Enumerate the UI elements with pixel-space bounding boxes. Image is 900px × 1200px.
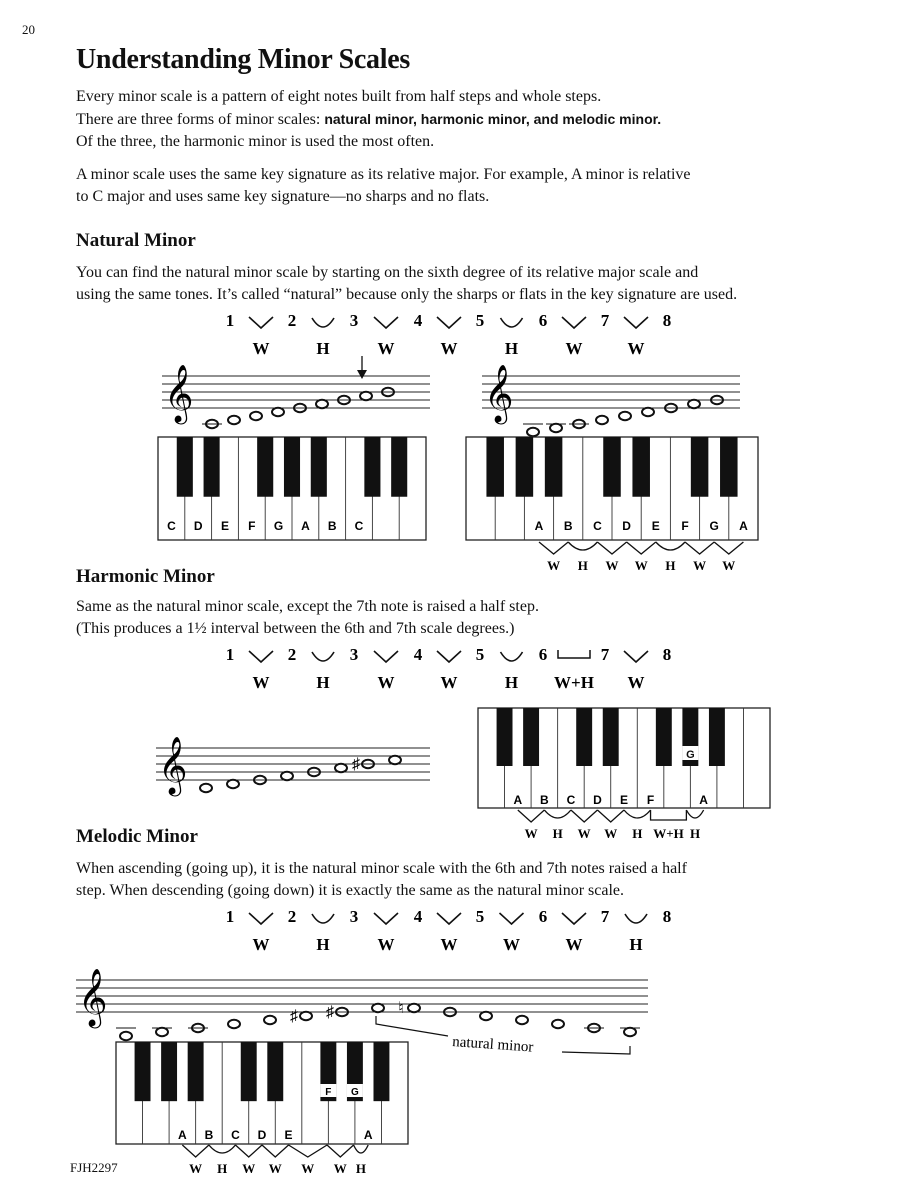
half-step-mark: [312, 652, 334, 661]
natural-line-1: You can find the natural minor scale by starting on the sixth degree of its relative major scale and: [76, 264, 699, 281]
key-label: E: [619, 793, 629, 807]
whole-step-mark: [685, 542, 714, 554]
augmented-step-mark: [651, 810, 687, 820]
step-label: W: [377, 339, 395, 358]
whole-step-mark: [518, 810, 545, 822]
natural-right-staff: [482, 365, 740, 436]
key-step-label: W: [693, 558, 707, 573]
step-label: W: [252, 673, 270, 692]
scale-degree-1: 1: [225, 311, 235, 330]
key-step-label: W+H: [653, 826, 684, 841]
relative-line-2: to C major and uses same key signature—no sharps and no flats.: [76, 188, 490, 205]
black-key: [177, 437, 193, 497]
scale-degree-8: 8: [662, 645, 672, 664]
scale-degree-7: 7: [600, 311, 610, 330]
step-label: W: [503, 935, 520, 954]
melodic-key-steps: [182, 1145, 368, 1176]
intro-line-1: Every minor scale is a pattern of eight notes built from half steps and whole steps.: [76, 88, 602, 105]
whole-step-mark: [627, 542, 656, 554]
treble-clef-icon: 𝄞: [484, 365, 514, 421]
key-label: B: [540, 793, 549, 807]
whole-note: [550, 424, 562, 432]
whole-note: [250, 412, 262, 420]
key-label: E: [220, 519, 230, 533]
step-label: W: [565, 339, 583, 358]
whole-note: [372, 1004, 384, 1012]
black-key: [257, 437, 273, 497]
step-label: H: [504, 673, 519, 692]
key-label: A: [301, 519, 310, 533]
scale-degree-3: 3: [349, 645, 359, 664]
key-step-label: W: [547, 558, 561, 573]
treble-clef-icon: 𝄞: [164, 365, 194, 421]
melodic-line-2: step. When descending (going down) it is exactly the same as the natural minor scale.: [76, 882, 624, 899]
harmonic-line-1: Same as the natural minor scale, except the 7th note is raised a half step.: [76, 598, 539, 615]
whole-step-mark: [235, 1145, 262, 1157]
whole-step-mark: [562, 317, 586, 328]
key-step-label: W: [604, 826, 618, 841]
half-step-mark: [501, 652, 523, 661]
scale-degree-8: 8: [662, 907, 672, 926]
key-label: G: [709, 519, 719, 533]
key-label: D: [593, 793, 602, 807]
black-key: [523, 708, 539, 766]
harmonic-staff: [156, 737, 430, 797]
step-label: W: [440, 339, 458, 358]
natural-minor-heading: Natural Minor: [76, 230, 196, 251]
whole-note: [619, 412, 631, 420]
step-label: W+H: [554, 673, 594, 692]
intro-line-2-text: There are three forms of minor scales:: [76, 111, 325, 128]
step-label: W: [627, 339, 645, 358]
whole-note: [389, 756, 401, 764]
whole-step-mark: [597, 810, 624, 822]
step-label: W: [377, 935, 395, 954]
footer-code: FJH2297: [70, 1160, 118, 1175]
key-label: A: [739, 519, 748, 533]
step-label: H: [316, 673, 330, 692]
key-label: D: [193, 519, 203, 533]
natural-left-staff: [162, 365, 430, 428]
scale-degree-4: 4: [413, 311, 423, 330]
black-key: [497, 708, 513, 766]
half-step-mark: [656, 542, 685, 550]
step-label: W: [377, 673, 395, 692]
scale-degree-7: 7: [600, 907, 610, 926]
treble-clef-icon: 𝄞: [78, 969, 108, 1025]
scale-degree-1: 1: [225, 907, 235, 926]
half-step-mark: [625, 914, 647, 923]
key-label: A: [363, 1128, 373, 1142]
scale-degree-4: 4: [413, 645, 423, 664]
key-label: C: [167, 519, 176, 533]
treble-clef-icon: 𝄞: [158, 737, 188, 793]
key-step-label: W: [242, 1161, 256, 1176]
key-label: F: [681, 519, 689, 533]
scale-degree-2: 2: [287, 311, 297, 330]
step-label: H: [316, 935, 330, 954]
whole-note: [228, 1020, 240, 1028]
key-step-label: W: [605, 558, 619, 573]
relative-line-1: A minor scale uses the same key signature as its relative major. For example, A minor is relative: [76, 166, 691, 183]
scale-degree-6: 6: [538, 907, 548, 926]
step-label: W: [252, 339, 270, 358]
key-step-label: H: [689, 826, 701, 841]
scale-degree-5: 5: [475, 311, 485, 330]
key-step-label: W: [333, 1161, 347, 1176]
whole-step-mark: [500, 913, 524, 924]
whole-step-mark: [249, 317, 273, 328]
key-label: B: [327, 519, 337, 533]
half-step-mark: [312, 318, 334, 327]
scale-degree-8: 8: [662, 311, 672, 330]
natural-right-keyboard: [466, 437, 758, 540]
natural-line-2: using the same tones. It’s called “natural” because only the sharps or flats in the key signature are used.: [76, 286, 738, 303]
arrow-down-icon: [357, 370, 367, 379]
black-key: [284, 437, 300, 497]
raised-key-label: F: [325, 1087, 332, 1098]
key-label: A: [178, 1128, 187, 1142]
whole-note: [360, 392, 372, 400]
black-key: [364, 437, 380, 497]
key-label: E: [651, 519, 660, 533]
black-key: [516, 437, 534, 497]
whole-note: [227, 780, 239, 788]
black-key: [691, 437, 709, 497]
scale-degree-2: 2: [287, 907, 297, 926]
whole-note: [156, 1028, 168, 1036]
black-key: [709, 708, 725, 766]
key-step-label: H: [665, 558, 676, 573]
scale-degree-5: 5: [475, 907, 485, 926]
natural-left-keyboard: [158, 437, 426, 540]
whole-step-mark: [437, 651, 461, 662]
melodic-degree-row: [226, 907, 672, 954]
key-step-label: H: [577, 558, 588, 573]
sharp-icon: ♯: [326, 1004, 334, 1021]
key-step-label: H: [355, 1161, 366, 1176]
black-key: [188, 1042, 204, 1101]
whole-note: [300, 1012, 312, 1020]
black-key: [603, 437, 621, 497]
half-step-mark: [209, 1145, 236, 1153]
natural-degree-row: [226, 311, 672, 358]
whole-note: [688, 400, 700, 408]
whole-note: [552, 1020, 564, 1028]
whole-note: [228, 416, 240, 424]
step-label: W: [440, 673, 458, 692]
scale-degree-3: 3: [349, 311, 359, 330]
whole-note: [596, 416, 608, 424]
whole-step-mark: [249, 651, 273, 662]
whole-step-mark: [182, 1145, 209, 1157]
step-label: H: [629, 935, 643, 954]
step-label: W: [565, 935, 583, 954]
whole-step-mark: [249, 913, 273, 924]
melodic-staff: [76, 969, 648, 1040]
black-key: [204, 437, 220, 497]
raised-key-label: G: [686, 749, 695, 761]
half-step-mark: [354, 1145, 369, 1153]
key-label: G: [273, 519, 284, 533]
half-step-mark: [544, 810, 571, 818]
black-key: [603, 708, 619, 766]
scale-degree-2: 2: [287, 645, 297, 664]
scale-degree-5: 5: [475, 645, 485, 664]
minor-forms-list: natural minor, harmonic minor, and melodic minor.: [324, 111, 662, 127]
sharp-icon: ♯: [352, 756, 360, 773]
whole-step-mark: [374, 913, 398, 924]
half-step-mark: [568, 542, 597, 550]
key-step-label: W: [722, 558, 736, 573]
black-key: [632, 437, 650, 497]
black-key: [486, 437, 504, 497]
half-step-mark: [312, 914, 334, 923]
black-key: [161, 1042, 177, 1101]
key-label: A: [534, 519, 544, 533]
black-key: [241, 1042, 257, 1101]
key-step-label: H: [632, 826, 643, 841]
black-key: [311, 437, 327, 497]
harmonic-line-2: (This produces a 1½ interval between the 6th and 7th scale degrees.): [76, 620, 515, 637]
whole-step-mark: [539, 542, 568, 554]
natural-key-steps: [539, 542, 743, 573]
whole-step-mark: [262, 1145, 289, 1157]
whole-step-mark: [374, 651, 398, 662]
scale-degree-4: 4: [413, 907, 423, 926]
key-label: B: [204, 1128, 214, 1142]
whole-note: [272, 408, 284, 416]
scale-degree-6: 6: [538, 645, 548, 664]
natural-minor-bracket-right: [562, 1046, 630, 1054]
whole-step-mark: [437, 317, 461, 328]
harmonic-key-steps: [518, 810, 704, 841]
whole-note: [281, 772, 293, 780]
whole-note: [527, 428, 539, 436]
natural-icon: ♮: [398, 1000, 404, 1017]
key-label: B: [563, 519, 573, 533]
black-key: [135, 1042, 151, 1101]
key-step-label: W: [189, 1161, 203, 1176]
key-step-label: W: [301, 1161, 315, 1176]
whole-step-mark: [714, 542, 743, 554]
key-label: D: [257, 1128, 267, 1142]
half-step-mark: [501, 318, 523, 327]
black-key: [267, 1042, 283, 1101]
key-step-label: W: [268, 1161, 282, 1176]
key-step-label: H: [217, 1161, 228, 1176]
key-label: C: [593, 519, 602, 533]
key-label: D: [622, 519, 631, 533]
step-label: H: [316, 339, 330, 358]
key-label: A: [699, 793, 708, 807]
melodic-line-1: When ascending (going up), it is the natural minor scale with the 6th and 7th notes raised a half: [76, 860, 687, 877]
key-label: F: [646, 793, 655, 807]
raised-key-label: G: [351, 1087, 359, 1098]
whole-note: [624, 1028, 636, 1036]
whole-note: [316, 400, 328, 408]
step-label: W: [252, 935, 270, 954]
natural-minor-label: natural minor: [451, 1034, 534, 1056]
sharp-icon: ♯: [290, 1008, 298, 1025]
black-key: [656, 708, 672, 766]
half-step-mark: [686, 810, 703, 818]
key-label: E: [284, 1128, 293, 1142]
whole-step-mark: [289, 1145, 327, 1157]
key-step-label: H: [552, 826, 563, 841]
melodic-minor-heading: Melodic Minor: [76, 826, 198, 847]
harmonic-degree-row: [226, 645, 672, 692]
black-key: [720, 437, 738, 497]
black-key: [373, 1042, 389, 1101]
scale-degree-7: 7: [600, 645, 610, 664]
whole-step-mark: [571, 810, 598, 822]
whole-note: [516, 1016, 528, 1024]
key-step-label: W: [524, 826, 538, 841]
whole-note: [120, 1032, 132, 1040]
key-label: C: [354, 519, 364, 533]
black-key: [391, 437, 407, 497]
key-label: A: [513, 793, 523, 807]
whole-note: [264, 1016, 276, 1024]
scale-degree-1: 1: [225, 645, 235, 664]
whole-note: [408, 1004, 420, 1012]
page-number: 20: [22, 22, 35, 37]
half-step-mark: [624, 810, 651, 818]
whole-step-mark: [624, 317, 648, 328]
whole-step-mark: [374, 317, 398, 328]
augmented-step-mark: [558, 650, 590, 658]
whole-note: [335, 764, 347, 772]
whole-note: [200, 784, 212, 792]
harmonic-minor-heading: Harmonic Minor: [76, 566, 215, 587]
scale-degree-6: 6: [538, 311, 548, 330]
key-label: F: [248, 519, 256, 533]
whole-step-mark: [562, 913, 586, 924]
intro-line-3: Of the three, the harmonic minor is used the most often.: [76, 133, 435, 150]
whole-note: [642, 408, 654, 416]
natural-minor-bracket-left: [376, 1016, 448, 1036]
whole-step-mark: [437, 913, 461, 924]
whole-step-mark: [327, 1145, 354, 1157]
whole-step-mark: [624, 651, 648, 662]
whole-step-mark: [597, 542, 626, 554]
key-step-label: W: [577, 826, 591, 841]
step-label: W: [627, 673, 645, 692]
step-label: H: [504, 339, 519, 358]
black-key: [576, 708, 592, 766]
key-step-label: W: [634, 558, 648, 573]
page-title: Understanding Minor Scales: [76, 44, 410, 75]
key-label: C: [566, 793, 576, 807]
black-key: [545, 437, 563, 497]
whole-note: [480, 1012, 492, 1020]
step-label: W: [440, 935, 458, 954]
key-label: C: [231, 1128, 240, 1142]
scale-degree-3: 3: [349, 907, 359, 926]
